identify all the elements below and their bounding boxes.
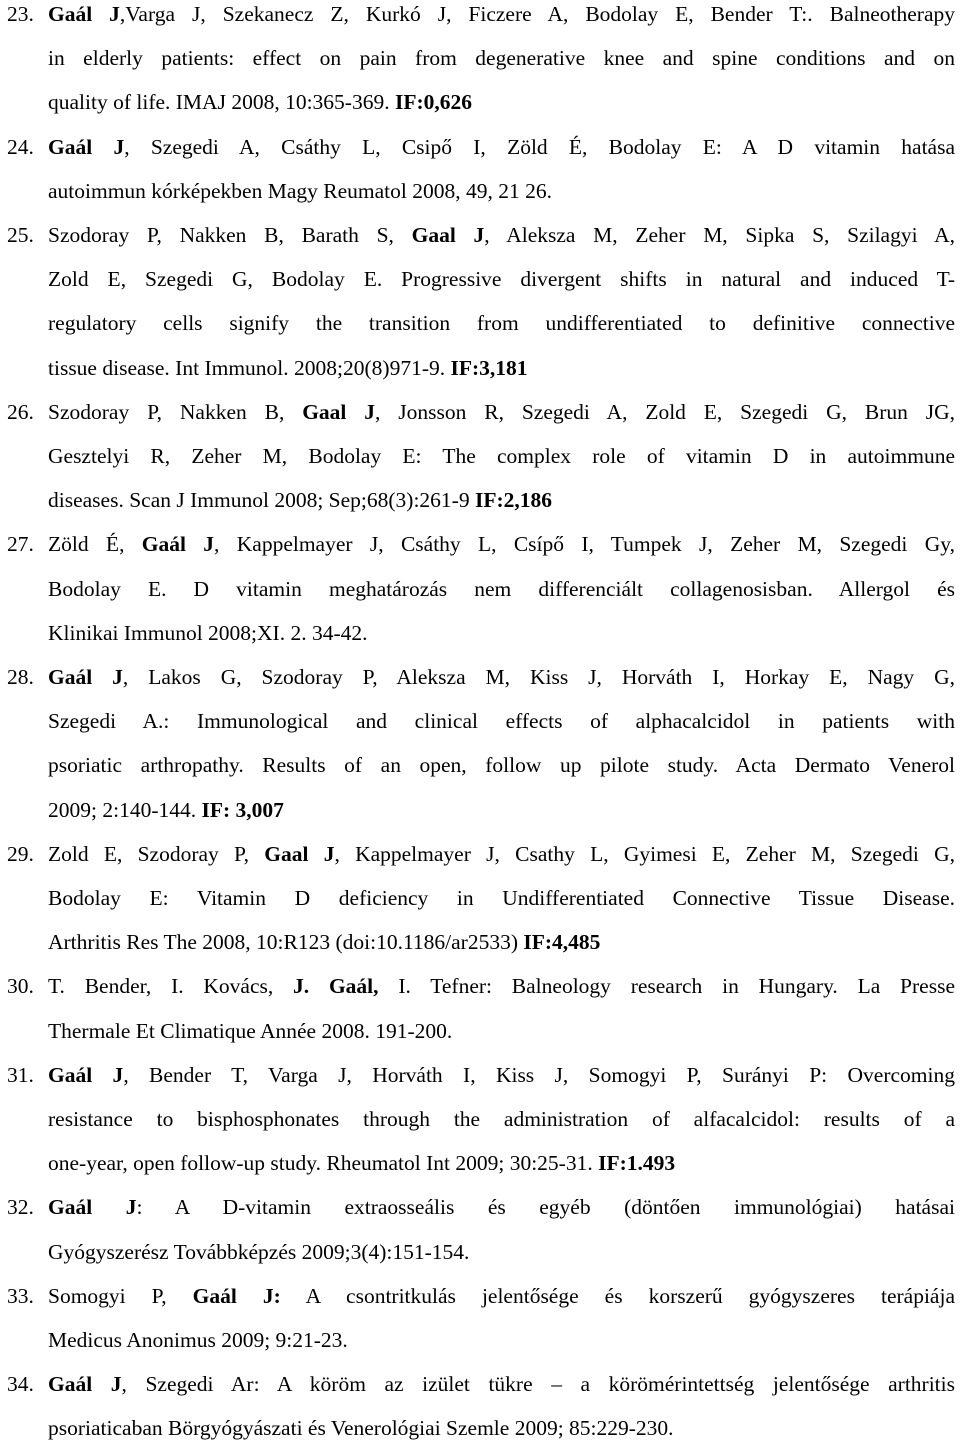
bold-text-run: Gaál J: [48, 665, 123, 689]
reference-line: [48, 743, 955, 787]
text-run: Szegedi A.: Immunological and clinical effects of alphacalcidol in patients with: [48, 709, 955, 734]
text-run: , Bender T, Varga J, Horváth I, Kiss J, Somogyi P, Surányi P: Overcoming: [123, 1062, 955, 1087]
reference-line: [48, 1230, 955, 1274]
reference-line: [48, 611, 955, 655]
text-run: Thermale Et Climatique Année 2008. 191-200.: [48, 1018, 453, 1043]
text-run: : A D-vitamin extraosseális és egyéb (döntően immunológiai) hatásai: [136, 1195, 955, 1220]
text-run: , Szegedi Ar: A köröm az izület tükre – a körömérintettség jelentősége arthritis: [121, 1372, 955, 1397]
reference-line: [48, 1009, 955, 1053]
text-run: ,Varga J, Szekanecz Z, Kurkó J, Ficzere A, Bodolay E, Bender T:. Balneotherapy: [119, 2, 955, 26]
reference-line: [48, 434, 955, 478]
text-run: psoriaticaban Börgyógyászati és Venerológiai Szemle 2009; 85:229-230.: [48, 1416, 674, 1441]
reference-number: 25.: [7, 223, 34, 247]
text-run: Szodoray P, Nakken B, Barath S,: [48, 223, 412, 247]
reference-line: [48, 125, 955, 169]
reference-line: [48, 920, 955, 964]
reference-line: [48, 1097, 955, 1141]
bold-text-run: Gaal J: [411, 223, 485, 247]
reference-number: 33.: [7, 1283, 34, 1308]
reference-line: [48, 213, 955, 257]
reference-number: 23.: [7, 2, 34, 26]
reference-line: [48, 0, 955, 36]
bold-text-run: IF:3,181: [450, 355, 528, 380]
text-run: quality of life. IMAJ 2008, 10:365-369.: [48, 90, 395, 115]
bold-text-run: J. Gaál,: [293, 974, 379, 999]
reference-number: 28.: [7, 665, 34, 689]
bold-text-run: Gaál J: [141, 532, 215, 557]
text-run: , Aleksza M, Zeher M, Sipka S, Szilagyi A,: [484, 223, 955, 247]
reference-number: 34.: [7, 1372, 34, 1397]
text-run: Arthritis Res The 2008, 10:R123 (doi:10.1186/ar2533): [48, 930, 524, 955]
text-run: tissue disease. Int Immunol. 2008;20(8)971-9.: [48, 355, 451, 380]
bold-text-run: Gaál J: [48, 1195, 137, 1220]
reference-number: 27.: [7, 532, 34, 557]
bold-text-run: Gaal J: [302, 399, 376, 424]
bold-text-run: IF:1.493: [598, 1151, 676, 1176]
text-run: Bodolay E. D vitamin meghatározás nem differenciált collagenosisban. Allergol és: [48, 576, 955, 601]
reference-line: [48, 1274, 955, 1318]
text-run: in elderly patients: effect on pain from degenerative knee and spine conditions and on: [48, 46, 955, 71]
reference-line: [48, 390, 955, 434]
text-run: , Kappelmayer J, Csathy L, Gyimesi E, Zeher M, Szegedi G,: [334, 841, 955, 866]
text-run: regulatory cells signify the transition from undifferentiated to definitive connective: [48, 311, 955, 336]
text-run: Zold E, Szegedi G, Bodolay E. Progressive divergent shifts in natural and induced T-: [48, 267, 955, 292]
reference-line: [48, 655, 955, 699]
bold-text-run: Gaál J: [48, 134, 125, 159]
reference-line: [48, 1406, 955, 1450]
reference-number: 31.: [7, 1062, 34, 1087]
reference-line: [48, 1053, 955, 1097]
text-run: Szodoray P, Nakken B,: [48, 399, 303, 424]
reference-line: [48, 1185, 955, 1229]
text-run: Bodolay E: Vitamin D deficiency in Undifferentiated Connective Tissue Disease.: [48, 885, 955, 910]
text-run: resistance to bisphosphonates through the administration of alfacalcidol: results of a: [48, 1106, 955, 1131]
bold-text-run: Gaál J: [48, 2, 120, 26]
reference-line: [48, 699, 955, 743]
reference-line: [48, 522, 955, 566]
bold-text-run: IF:2,186: [474, 488, 553, 513]
text-run: 2009; 2:140-144.: [48, 797, 202, 822]
reference-line: [48, 788, 955, 832]
text-run: Zöld É,: [48, 532, 142, 557]
text-run: Gyógyszerész Továbbképzés 2009;3(4):151-154.: [48, 1239, 470, 1264]
reference-number: 32.: [7, 1195, 34, 1220]
reference-line: [48, 346, 955, 390]
reference-number: 29.: [7, 841, 34, 866]
reference-line: [48, 478, 955, 522]
reference-line: [48, 1318, 955, 1362]
reference-line: [48, 964, 955, 1008]
text-run: , Kappelmayer J, Csáthy L, Csípő I, Tumpek J, Zeher M, Szegedi Gy,: [214, 532, 955, 557]
reference-line: [48, 257, 955, 301]
reference-line: [48, 1362, 955, 1406]
reference-line: [48, 567, 955, 611]
text-run: , Szegedi A, Csáthy L, Csipő I, Zöld É, Bodolay E: A D vitamin hatása: [124, 134, 955, 159]
bold-text-run: Gaál J: [48, 1062, 124, 1087]
text-run: Zold E, Szodoray P,: [48, 841, 265, 866]
text-run: Somogyi P,: [48, 1283, 193, 1308]
bold-text-run: Gaal J: [264, 841, 335, 866]
bold-text-run: IF:0,626: [394, 90, 472, 115]
bold-text-run: IF: 3,007: [201, 797, 284, 822]
reference-number: 26.: [7, 399, 34, 424]
text-run: Klinikai Immunol 2008;XI. 2. 34-42.: [48, 620, 368, 645]
bold-text-run: IF:4,485: [523, 930, 601, 955]
bold-text-run: Gaál J: [48, 1372, 122, 1397]
reference-line: [48, 36, 955, 80]
reference-number: 30.: [7, 974, 34, 999]
reference-line: [48, 80, 955, 124]
text-run: , Lakos G, Szodoray P, Aleksza M, Kiss J, Horváth I, Horkay E, Nagy G,: [122, 665, 955, 689]
text-run: I. Tefner: Balneology research in Hungary. La Presse: [378, 974, 955, 999]
text-run: Gesztelyi R, Zeher M, Bodolay E: The complex role of vitamin D in autoimmune: [48, 443, 955, 468]
text-run: one-year, open follow-up study. Rheumatol Int 2009; 30:25-31.: [48, 1151, 599, 1176]
reference-line: [48, 1141, 955, 1185]
reference-line: [48, 301, 955, 345]
reference-line: [48, 832, 955, 876]
reference-line: [48, 876, 955, 920]
reference-number: 24.: [7, 134, 34, 159]
text-run: diseases. Scan J Immunol 2008; Sep;68(3):261-9: [48, 488, 475, 513]
reference-line: [48, 169, 955, 213]
text-run: psoriatic arthropathy. Results of an open, follow up pilote study. Acta Dermato Venerol: [48, 753, 955, 778]
text-run: A csontritkulás jelentősége és korszerű gyógyszeres terápiája: [280, 1283, 955, 1308]
text-run: T. Bender, I. Kovács,: [48, 974, 294, 999]
bold-text-run: Gaál J:: [192, 1283, 281, 1308]
text-run: , Jonsson R, Szegedi A, Zold E, Szegedi G, Brun JG,: [375, 399, 955, 424]
text-run: autoimmun kórképekben Magy Reumatol 2008, 49, 21 26.: [48, 178, 552, 203]
text-run: Medicus Anonimus 2009; 9:21-23.: [48, 1327, 348, 1352]
